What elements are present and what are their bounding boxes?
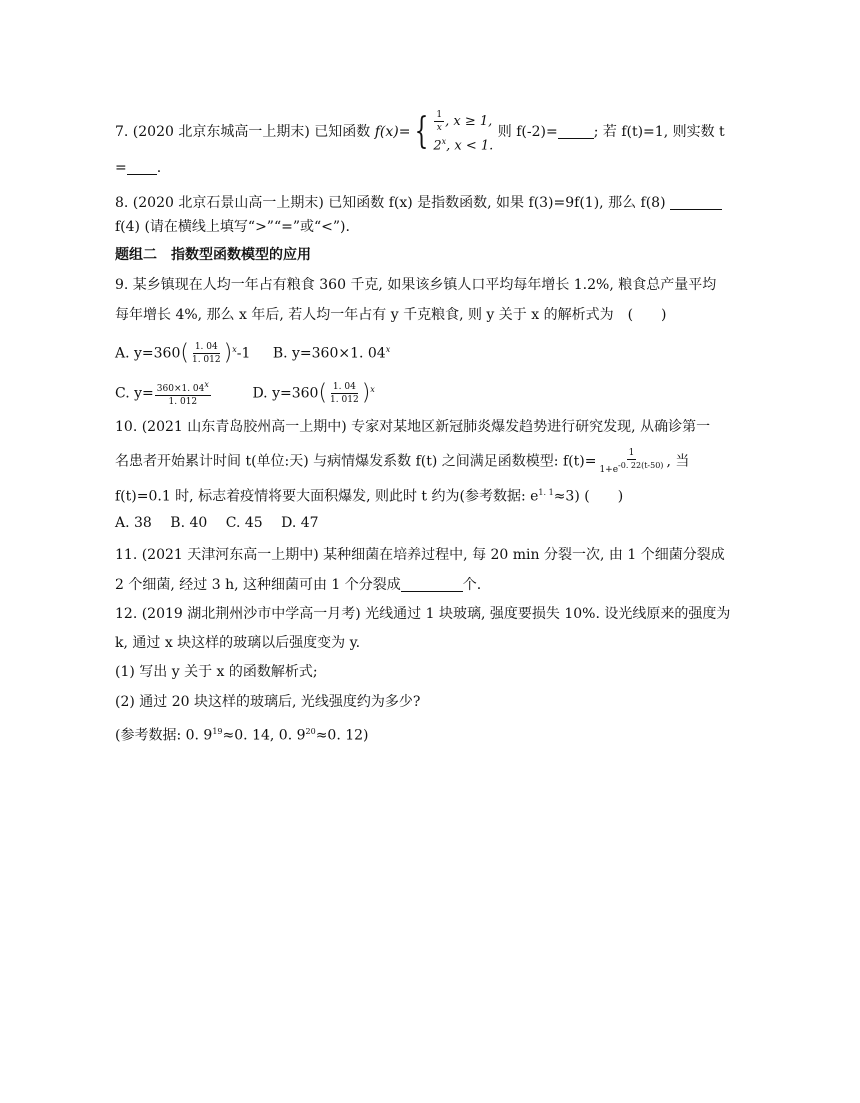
q11-answer-blank[interactable] (401, 577, 463, 592)
q8-line-2 (115, 217, 350, 237)
q9-options-row-2 (115, 380, 375, 407)
q8-answer-blank[interactable] (670, 195, 722, 210)
q9-options-row-1 (115, 340, 390, 365)
q10-line-1: 10. (2021 山东青岛胶州高一上期中) 专家对某地区新冠肺炎爆发趋势进行研究发现, 从确诊第一 (115, 419, 711, 435)
q7-mid: 则 f(-2)= (493, 124, 558, 141)
q12-reference-data: (参考数据: 0. $9^{19}\approx 0$. 14, 0. $9^{20}\approx 0$. 12) (115, 727, 369, 744)
q7-case-2: 2$^x$, x < 1. (433, 137, 494, 154)
q9-option-c[interactable]: C. y= $\frac{360\times 1. 04^x}{1. 012}$ (115, 380, 209, 408)
q10-option-a[interactable]: A. 38 (115, 515, 152, 531)
q12-line-1: 12. (2019 湖北荆州沙市中学高一月考) 光线通过 1 块玻璃, 强度要损失 10%. 设光线原来的强度为 (115, 606, 731, 622)
q11-line-2: 2 个细菌, 经过 3 h, 这种细菌可由 1 个分裂成 个. (115, 577, 482, 593)
q8-text-1: 8. (2020 北京石景山高一上期末) 已知函数 f(x) 是指数函数, 如果 f(3)=9f(1), 那么 f(8) (115, 195, 666, 211)
q10-line-3: f(t)=0.1 时, 标志着疫情将要大面积爆发, 则此时 t 约为(参考数据: $e^{1. 1}\approx 3$) ( ) (115, 488, 624, 505)
q7-brace: { (415, 111, 429, 153)
q10-line-2: 名患者开始累计时间 t(单位:天) 与病情爆发系数 f(t) 之间满足函数模型: f(t)= $\frac{1}{1+e^{-0. 22(t-50)}}$ , 当 (115, 448, 690, 475)
q7-equals: = (115, 160, 127, 176)
q7-mid2: ; 若 f(t)=1, 则实数 t (593, 124, 725, 141)
q9-line-2: 每年增长 4%, 那么 x 年后, 若人均一年占有 y 千克粮食, 则 y 关于 x 的解析式为 ( ) (115, 307, 667, 323)
q7-line-2: = . (115, 160, 162, 176)
q7-answer-blank-1[interactable] (558, 124, 594, 139)
q7-prefix: 7. (2020 北京东城高一上期末) 已知函数 (115, 124, 375, 141)
q7-case-1: $\frac{1}{x}$ , x ≥ 1, (436, 110, 493, 133)
q10-option-d[interactable]: D. 47 (281, 515, 319, 531)
q11-line-1: 11. (2021 天津河东高一上期中) 某种细菌在培养过程中, 每 20 min 分裂一次, 由 1 个细菌分裂成 (115, 547, 725, 563)
q9-option-d[interactable]: D. y=360( $\frac{1. 04}{1. 012}$ )$^x$ (252, 380, 375, 406)
q10-option-b[interactable]: B. 40 (170, 515, 208, 531)
q10-options (115, 513, 319, 533)
q8-text-2: f(4) (请在横线上填写“>”“=”或“<”). (115, 219, 350, 235)
q10-option-c[interactable]: C. 45 (225, 515, 263, 531)
q7-fx: f(x)= (374, 124, 411, 141)
q9-option-b[interactable]: B. y=360×1. 04$^x$ (272, 345, 391, 362)
q7-piecewise (433, 110, 493, 154)
section-title: 题组二 指数型函数模型的应用 (115, 247, 311, 263)
q7-line-1 (115, 110, 725, 154)
q12-part-2: (2) 通过 20 块这样的玻璃后, 光线强度约为多少? (115, 694, 421, 710)
q12-line-2: k, 通过 x 块这样的玻璃以后强度变为 y. (115, 635, 361, 651)
q9-option-a[interactable]: A. y=360( $\frac{1. 04}{1. 012}$ )$^x$-1 (115, 340, 251, 366)
q9-line-1: 9. 某乡镇现在人均一年占有粮食 360 千克, 如果该乡镇人口平均每年增长 1.2%, 粮食总产量平均 (115, 277, 717, 293)
q7-answer-blank-2[interactable] (127, 160, 157, 175)
q8-line-1 (115, 193, 722, 213)
q12-part-1: (1) 写出 y 关于 x 的函数解析式; (115, 664, 318, 680)
